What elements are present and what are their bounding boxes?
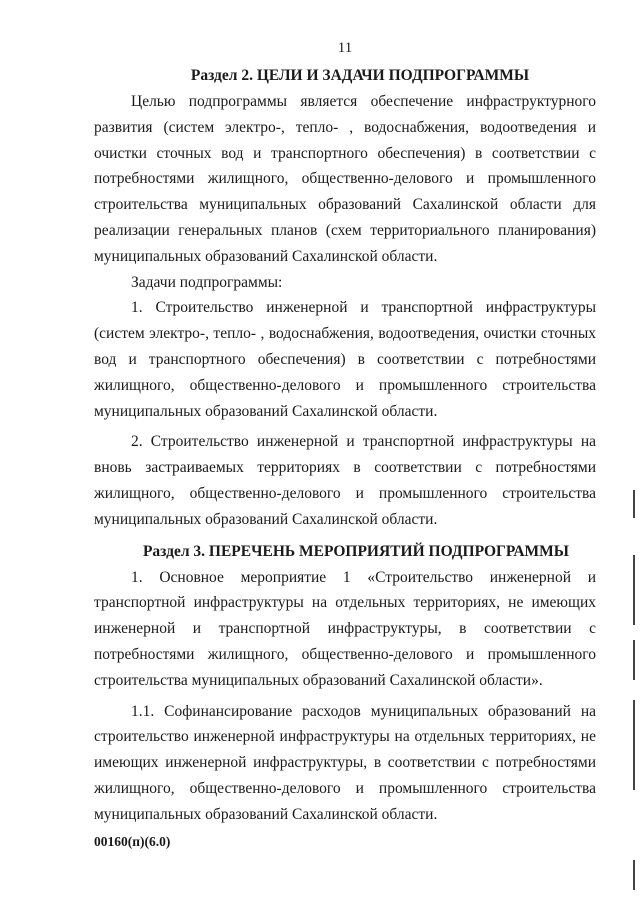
scan-edge-mark: [633, 640, 635, 680]
page-number: 11: [337, 40, 353, 56]
document-code: 00160(п)(6.0): [94, 834, 171, 849]
scan-edge-mark: [633, 490, 635, 518]
task-1-paragraph: 1. Строительство инженерной и транспортной инфраструктуры (систем электро-, тепло- , водоснабжения, водоотведения, очистки сточных вод и транспортного обеспечения) в соответствии с потребностями жилищного, общественно-делового и промышленного строительства муниципальных образований Сахалинской области.: [94, 299, 596, 420]
scan-edge-mark: [633, 555, 635, 625]
measure-1-paragraph: 1. Основное мероприятие 1 «Строительство инженерной и транспортной инфраструктуры на отдельных территориях, не имеющих инженерной и транспортной инфраструктуры, в соответствии с потребностями жилищного, общественно-делового и промышленного строительства муниципальных образований Сахалинской области».: [94, 568, 596, 689]
tasks-label: Задачи подпрограммы:: [131, 273, 283, 291]
document-body: [94, 63, 596, 828]
scan-edge-mark: [633, 700, 635, 790]
scan-edge-mark: [633, 860, 635, 890]
measure-1-1-paragraph: 1.1. Софинансирование расходов муниципальных образований на строительство инженерной инфраструктуры на отдельных территориях, не имеющих инженерной инфраструктуры, в соответствии с потребностями жилищного, общественно-делового и промышленного строительства муниципальных образований Сахалинской области.: [94, 702, 596, 823]
section-3-heading: Раздел 3. ПЕРЕЧЕНЬ МЕРОПРИЯТИЙ ПОДПРОГРАММЫ: [142, 542, 570, 560]
section-2-heading: Раздел 2. ЦЕЛИ И ЗАДАЧИ ПОДПРОГРАММЫ: [190, 67, 530, 84]
section-2-goal-paragraph: Целью подпрограммы является обеспечение инфраструктурного развития (систем электро-, тепло- , водоснабжения, водоотведения и очистки сточных вод и транспортного обеспечения) в соответствии с потребностями жилищного, общественно-делового и промышленного строительства муниципальных образований Сахалинской области для реализации генеральных планов (схем территориального планирования) муниципальных образований Сахалинской области.: [94, 93, 596, 265]
task-2-paragraph: 2. Строительство инженерной и транспортной инфраструктуры на вновь застраиваемых территориях в соответствии с потребностями жилищного, общественно-делового и промышленного строительства муниципальных образований Сахалинской области.: [94, 433, 596, 528]
